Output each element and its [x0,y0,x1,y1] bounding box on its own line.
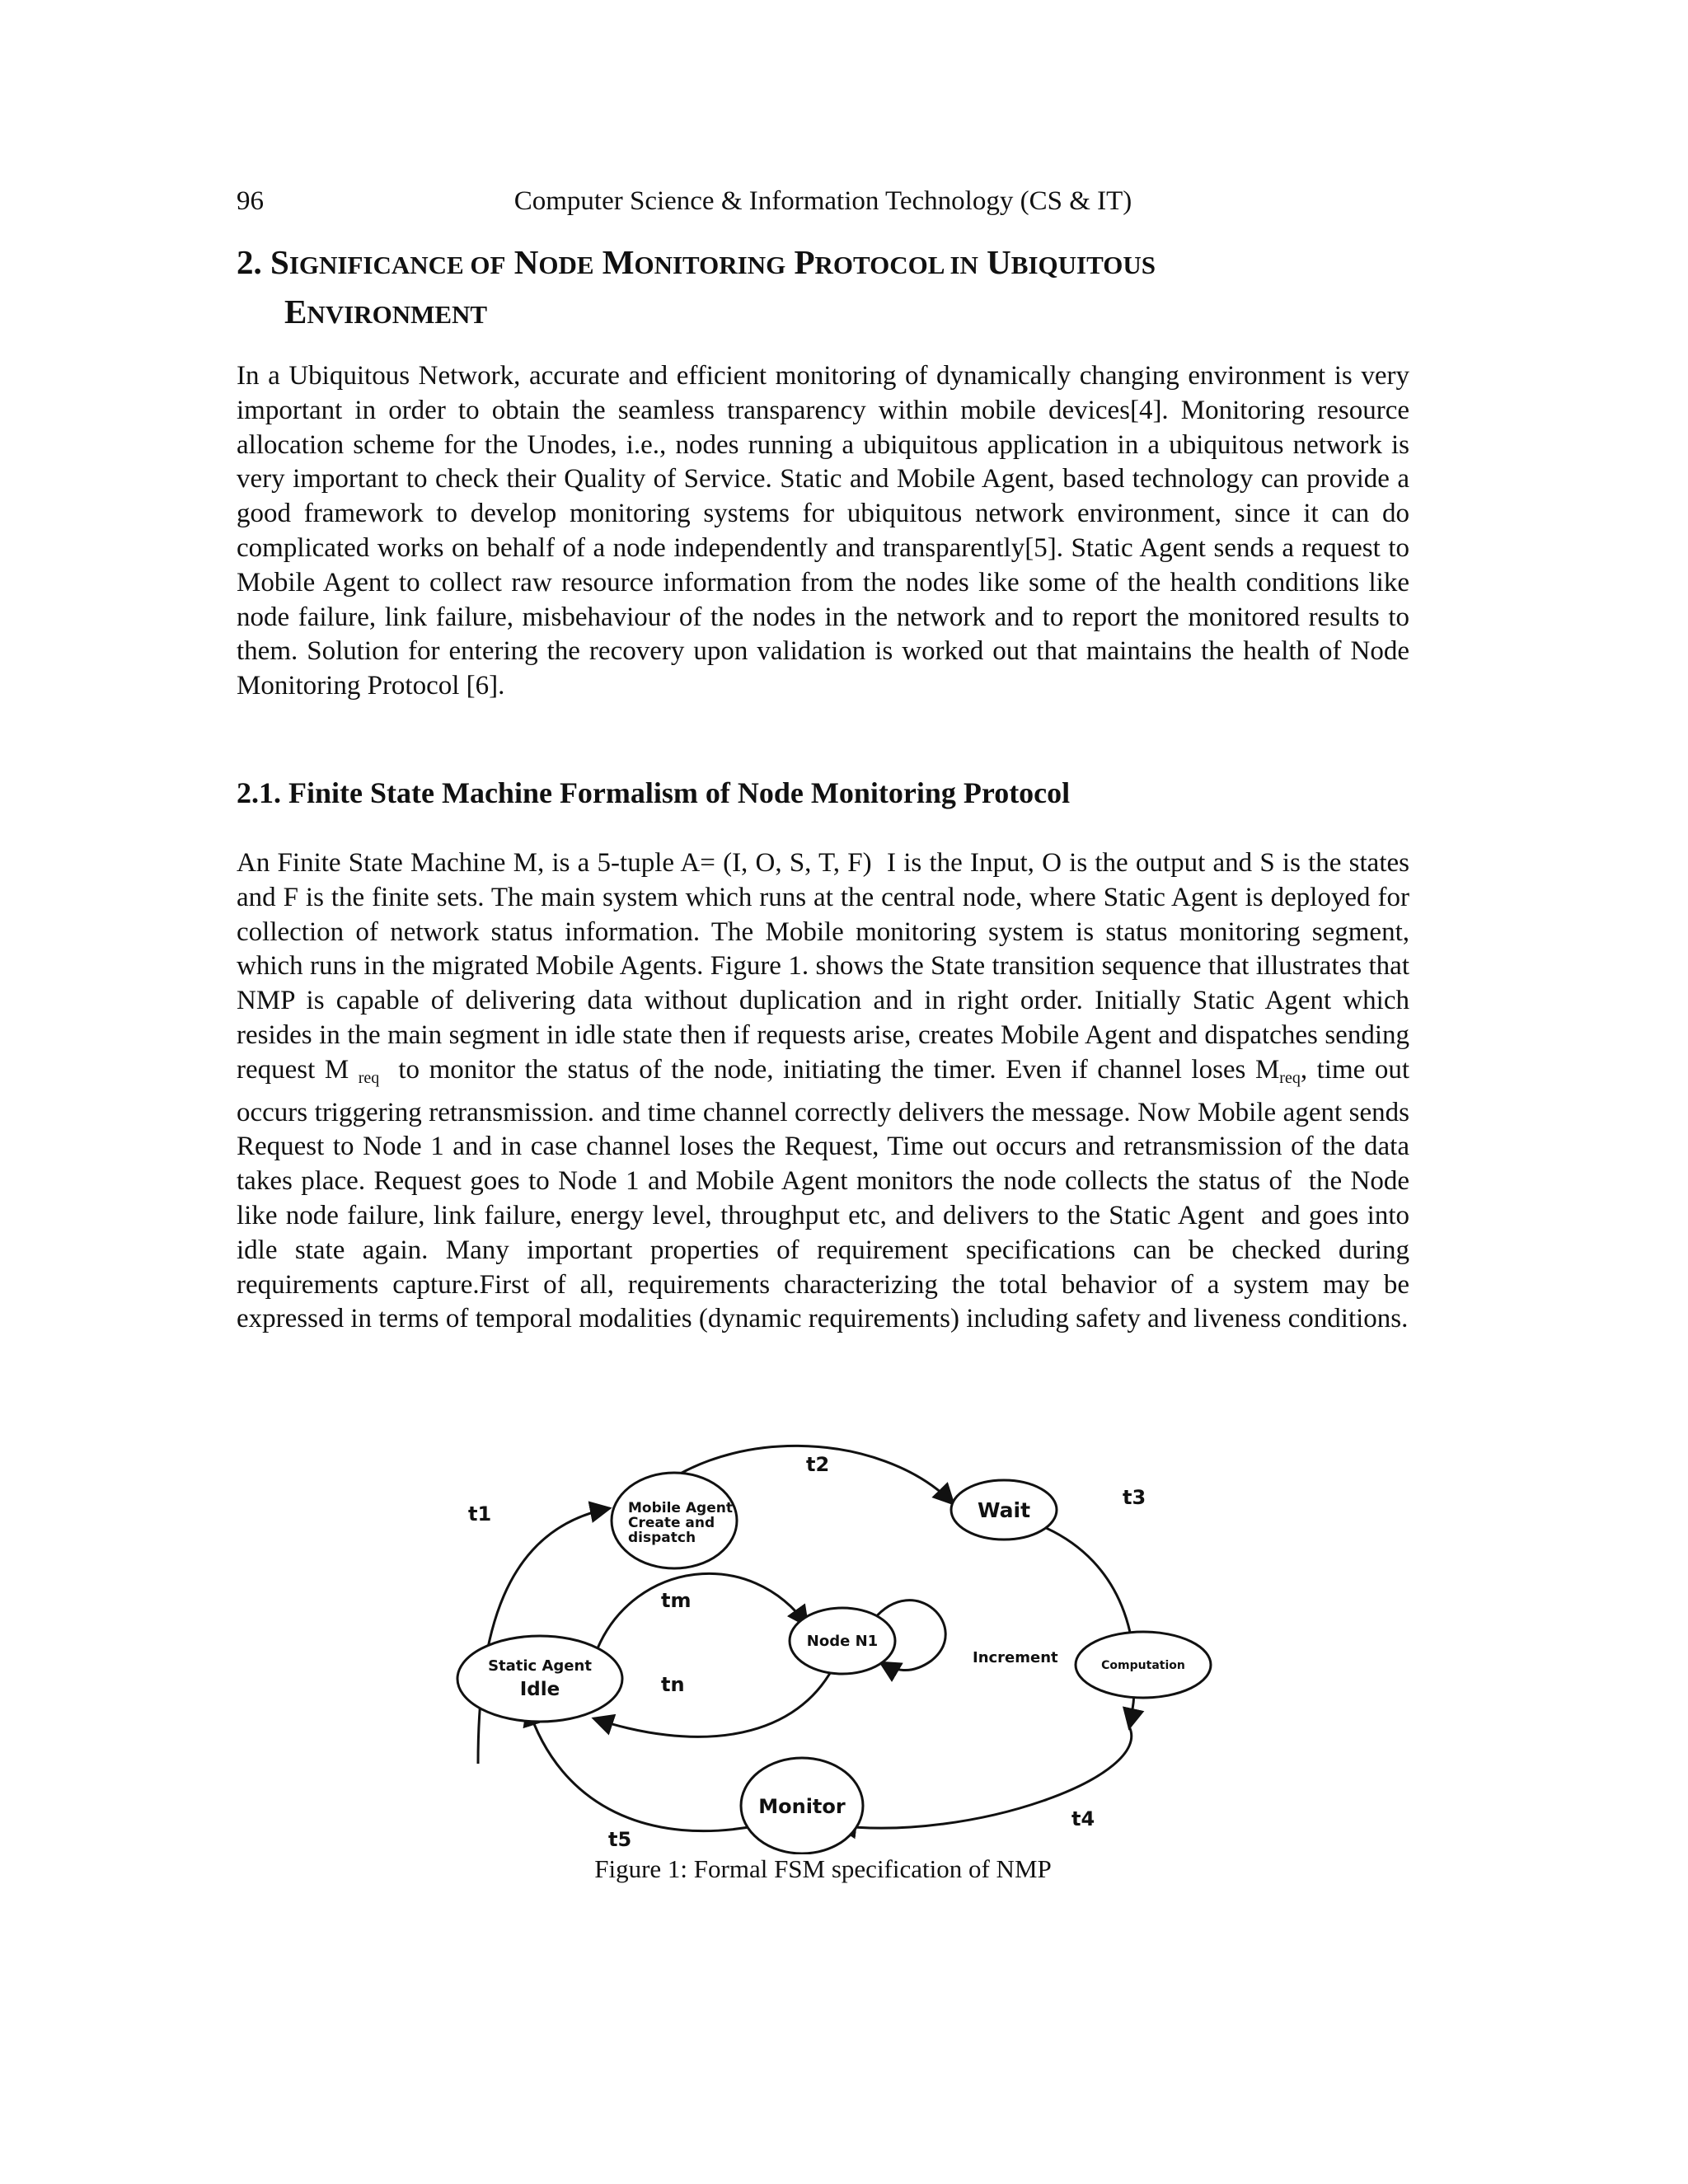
transition-label-tm: tm [661,1589,692,1612]
edge-t5 [528,1706,758,1831]
transition-label-t1: t1 [468,1502,492,1526]
edge-tn [593,1669,832,1736]
transition-label-t4: t4 [1071,1807,1095,1830]
journal-title: Computer Science & Information Technology (CS & IT) [513,186,1132,216]
subsection-heading: 2.1. Finite State Machine Formalism of Node Monitoring Protocol [237,776,1071,809]
state-mobile-agent-label-1: Mobile Agent [628,1500,733,1516]
state-static-agent-label-1: Static Agent [488,1657,592,1675]
figure-caption: Figure 1: Formal FSM specification of NMP [594,1854,1052,1883]
running-header [237,183,1409,219]
state-mobile-agent-label-3: dispatch [628,1530,696,1546]
state-monitor-label: Monitor [758,1795,846,1818]
state-wait-label: Wait [977,1498,1031,1522]
fsm-diagram [445,1430,1216,1854]
transition-label-t3: t3 [1123,1486,1146,1509]
state-static-agent-label-2: Idle [519,1679,560,1700]
edge-t3 [1039,1525,1135,1728]
transition-label-t2: t2 [806,1453,830,1476]
state-mobile-agent-label-2: Create and [628,1515,715,1531]
edge-tm [598,1573,808,1648]
state-computation-label: Computation [1101,1659,1185,1672]
transition-label-t5: t5 [608,1828,632,1851]
page-number: 96 [237,186,264,216]
section-heading-line1: 2. SIGNIFICANCE OF NODE MONITORING PROTOCOL IN UBIQUITOUS [237,243,1156,281]
fsm-diagram-svg [445,1430,1216,1854]
body-paragraph-2: An Finite State Machine M, is a 5-tuple A= (I, O, S, T, F) I is the Input, O is the output and S is the states and F is the finite sets. The main system which runs at the central node, where Static Agent is deployed for collection of network status information. The Mobile monitoring system is status monitoring segment, which runs in the migrated Mobile Agents. Figure 1. shows the State transition sequence that illustrates that NMP is capable of delivering data without duplication and in right order. Initially Static Agent which resides in the main segment in idle state then if requests arise, creates Mobile Agent and dispatches sending request M $_{req}$ to monitor the status of the node, initiating the timer. Even if channel loses $M_{req}$, time out occurs triggering retransmission. and time channel correctly delivers the message. Now Mobile agent sends Request to Node 1 and in case channel loses the Request, Time out occurs and retransmission of the data takes place. Request goes to Node 1 and Mobile Agent monitors the node collects the status of the Node like node failure, link failure, energy level, throughput etc, and delivers to the Static Agent and goes into idle state again. Many important properties of requirement specifications can be checked during requirements capture.First of all, requirements characterizing the total behavior of a system may be expressed in terms of temporal modalities (dynamic requirements) including safety and liveness conditions. [237,848,1410,1334]
state-node-n1-label: Node N1 [806,1633,879,1650]
section-heading-line2: ENVIRONMENT [284,293,488,330]
body-paragraph-1: In a Ubiquitous Network, accurate and efficient monitoring of dynamically changing environment is very important in order to obtain the seamless transparency within mobile devices[4]. Monitoring resource allocation scheme for the Unodes, i.e., nodes running a ubiquitous application in a ubiquitous network is very important to check their Quality of Service. Static and Mobile Agent, based technology can provide a good framework to develop monitoring systems for ubiquitous network environment, since it can do complicated works on behalf of a node independently and transparently[5]. Static Agent sends a request to Mobile Agent to collect raw resource information from the nodes like some of the health conditions like node failure, link failure, misbehaviour of the nodes in the network and to report the monitored results to them. Solution for entering the recovery upon validation is worked out that maintains the health of Node Monitoring Protocol [6]. [237,361,1409,701]
transition-label-tn: tn [661,1673,685,1696]
transition-label-increment: Increment [973,1649,1058,1666]
section-heading [237,239,1423,338]
